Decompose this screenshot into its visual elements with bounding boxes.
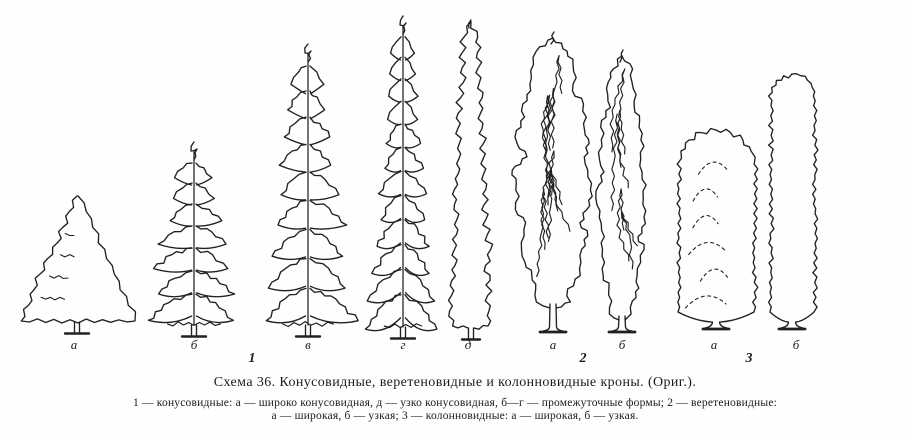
tree-letter-2a: а: [549, 337, 557, 352]
legend-line-2: а — широкая, б — узкая; 3 — колонновидные: а — широкая, б — узкая.: [271, 410, 639, 422]
tree-3b-narrow-columnar: [769, 74, 818, 329]
group-number-3: 3: [745, 351, 753, 366]
tree-1a-broad-conical: [21, 196, 135, 334]
group-number-1: 1: [248, 351, 256, 366]
group-number-2: 2: [579, 351, 587, 366]
tree-1b-intermediate: [148, 142, 234, 337]
legend-line-1: 1 — конусовидные: а — широко конусовидная, д — узко конусовидная, б—г — промежуточные формы; 2 — веретеновидные:: [132, 397, 778, 409]
tree-2b-narrow-spindle: [596, 50, 646, 332]
tree-1v-intermediate: [266, 44, 358, 337]
tree-1g-intermediate: [365, 16, 437, 339]
tree-letter-1g: г: [400, 337, 406, 352]
figure-caption: Схема 36. Конусовидные, веретеновидные и колонновидные кроны. (Ориг.).: [213, 375, 697, 390]
tree-2a-broad-spindle: [512, 32, 592, 332]
tree-1d-narrow-conical: [449, 20, 493, 340]
tree-letter-3b: б: [792, 337, 800, 352]
tree-letter-1a: а: [70, 337, 78, 352]
tree-letter-1d: д: [464, 337, 472, 352]
tree-letter-2b: б: [618, 337, 626, 352]
tree-letter-3a: а: [710, 337, 718, 352]
figure-legend: [0, 397, 910, 423]
tree-letter-1v: в: [305, 337, 311, 352]
tree-letter-1b: б: [190, 337, 198, 352]
tree-3a-broad-columnar: [677, 129, 758, 330]
